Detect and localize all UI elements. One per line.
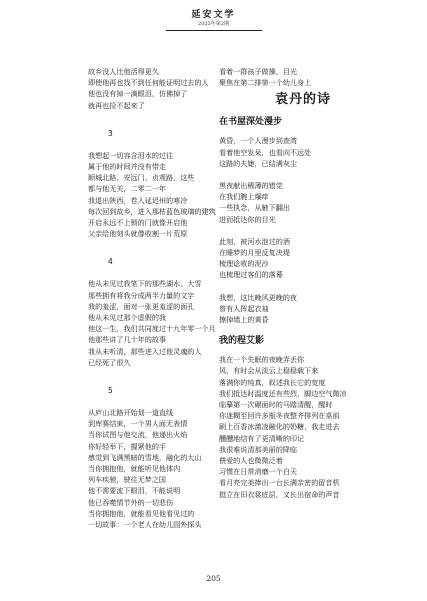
poem-line: 你好轻举下，握紧他的手 [88, 441, 167, 451]
page-header [0, 10, 427, 28]
poem-line: 在睡梦的月里反复决堤 [219, 248, 290, 258]
poem-line: 就再也捡不起来了 [88, 100, 145, 110]
poem-line: 我想，这比晚风更晚的夜 [219, 292, 298, 302]
poem-line: 看月亮完美捧出一台长满亲密的留音机 [219, 478, 340, 488]
poem-line: 这路的夫婕，已结满灰尘 [219, 158, 298, 168]
section-number: 5 [108, 386, 113, 396]
section-number: 3 [108, 128, 113, 138]
poem-line: 他已吞噬情节外的一切悲伤 [88, 497, 174, 507]
poem-line: 即使他再也找不到任何能证明过去的人 [88, 78, 209, 88]
poem-title: 在书屋深处漫步 [219, 117, 283, 128]
poet-title: 袁丹的诗 [274, 92, 331, 108]
poem-line: 都与他无关，二零二一年 [88, 184, 167, 194]
poem-line: 进而抵达你的目光 [219, 214, 276, 224]
poem-title: 我的程艾影 [219, 336, 265, 347]
poem-line: 临摹第一次碾面时的马踏清醒，醒时 [219, 400, 333, 410]
poem-line: 到库赛结束，一个男人面无表情 [88, 419, 188, 429]
poem-line: 我在一个失眠的夜晚弄丢你 [219, 355, 305, 365]
poem-line: 也梳理过客们的落幕 [219, 270, 283, 280]
poem-line: 黄昏，一个人漫步到查湾 [219, 136, 298, 146]
poem-line: 我很难说清那美丽的降临 [219, 444, 298, 454]
poem-line: 从庐山北路开始划一道直线 [88, 408, 174, 418]
section-4-stanza [88, 278, 216, 368]
poem-line: 此刻，被河水泡过的酒 [219, 236, 290, 246]
poem-line: 他也没有掉一滴眼泪，仿佛掉了 [88, 89, 188, 99]
poem-line: 习惯在日常消磨一个白天 [219, 467, 298, 477]
poem-line: 他那些讲了几十年的故事 [88, 335, 167, 345]
section-3-stanza [88, 150, 216, 240]
poem-line: 看着一群孩子做操，目光 [219, 67, 298, 76]
poem-line: 属于他的时间并没有带走 [88, 162, 167, 172]
right-column [219, 66, 369, 500]
stanza [219, 292, 369, 326]
poem-line: 风，有时会从淡云上稳稳载下来 [219, 366, 319, 376]
poem-line: 顺城北路、安远门、贞观路，这些 [88, 173, 195, 183]
poem-line: 每次回到故乡，进入那枯蓝色玻璃的建筑 [88, 206, 216, 216]
poem-line: 开启永远不上锁的门就像开启他 [88, 218, 188, 228]
stanza [219, 236, 369, 281]
issue-label: 2025年第2期 [198, 21, 229, 27]
section-number: 4 [108, 257, 113, 267]
poem-line: 你迷糊至回许多瓶冬夜整齐排列在桌前 [219, 411, 340, 421]
poem-line: 挺立在旧衣裳底层，又长出宿命的声音 [219, 489, 340, 499]
poem-line: 一些执念，从腋下翻出 [219, 203, 290, 213]
poem-line: 擦掉墙上的黄昏 [219, 315, 269, 325]
poem-line: 父亲给他刻头就像收割一片荒原 [88, 229, 188, 239]
poem-line: 聚焦在第二排第一个幼儿身上 [219, 78, 312, 88]
poem-line: 他从未见过那个虚假的我 [88, 313, 167, 323]
left-column [88, 66, 216, 530]
poem-line: 列车疾驰，驶往无梦之国 [88, 475, 167, 485]
poem-line: 我退出陕西，卷入延迟州的寒冷 [88, 195, 188, 205]
poem-line: 我从未听清，那些进入过他灵魂的人 [88, 346, 202, 356]
stanza [219, 354, 369, 500]
poem-line: 当你拥抱他，就能看见他看见过的 [88, 508, 195, 518]
poem-line: 感觉到飞满黑暗的雪地，融化的大山 [88, 452, 202, 462]
poem-line: 曾有人挥起衣袖 [219, 303, 269, 313]
page-number: 205 [206, 574, 221, 583]
header-divider [166, 30, 262, 31]
poem-line: 当你试图与他交流，他递出火焰 [88, 430, 188, 440]
poem-line: 当你拥抱他，就能听见他体内 [88, 464, 181, 474]
poem-line: 那些拥有将我分成两半力量的文字 [88, 290, 195, 300]
poem-line: 梳理谂败的泥沙 [219, 259, 269, 269]
poem-line: 落满你的纯真，叙述我长它的宽度 [219, 377, 326, 387]
journal-title: 延安文学 [191, 10, 236, 20]
section-5-stanza [88, 407, 206, 530]
poem-line: 偎爱的人也微微泛着 [219, 456, 283, 466]
poem-line: 黑夜献出稀薄的错觉 [219, 181, 283, 191]
poem-line: 他从未见过我笔下的那些湖水、大雪 [88, 279, 202, 289]
poem-line: 他这一生，我们共同度过十九年零一个月 [88, 324, 216, 334]
poem-line: 他不需要流下眼泪，不能说明 [88, 486, 181, 496]
poem-line: 故乡没人比他活得更久 [88, 67, 159, 76]
stanza [219, 180, 369, 225]
poem-line: 在我们腕上爆痒 [219, 192, 269, 202]
poem-line: 一切故事：一个老人在幼儿园外探头 [88, 520, 202, 530]
poem-line: 看着他空发呆，也看向不远处 [219, 147, 312, 157]
intro-stanza [219, 66, 369, 88]
poem-line: 我想起一切容含泪水的过往 [88, 150, 174, 160]
poem-line: 刷上百香冰激凌融化的奶糖，我走进去 [219, 422, 340, 432]
poem-line: 已经死了很久 [88, 357, 131, 367]
poem-line: 我们抵达时温度还有些烈，脚边空气微凉 [219, 388, 347, 398]
poem-line: 我的羞涩，面对一张更羞涩的面孔 [88, 301, 195, 311]
poem-line: 醺醺地结有了更清晰的印记 [219, 433, 305, 443]
stanza [219, 135, 369, 169]
intro-stanza [88, 66, 209, 111]
